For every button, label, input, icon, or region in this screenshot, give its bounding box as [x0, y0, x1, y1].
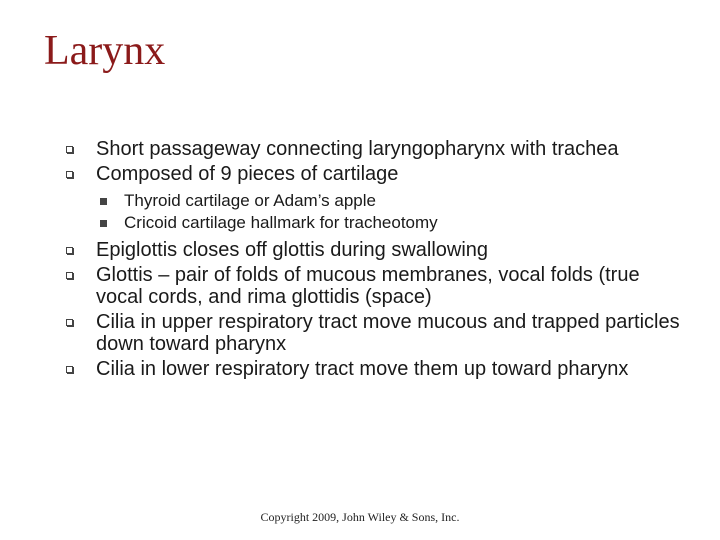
sub-bullet-text: Cricoid cartilage hallmark for tracheotomy	[124, 213, 438, 232]
square-bullet-icon	[66, 146, 73, 153]
bullet-item	[66, 358, 686, 380]
bullet-item	[66, 311, 686, 355]
square-bullet-icon	[66, 272, 73, 279]
sub-bullet-text: Thyroid cartilage or Adam’s apple	[124, 191, 376, 210]
copyright-footer: Copyright 2009, John Wiley & Sons, Inc.	[260, 510, 460, 524]
bullet-item	[66, 264, 686, 308]
square-bullet-icon	[66, 319, 73, 326]
bullet-text: Composed of 9 pieces of cartilage	[96, 163, 399, 185]
filled-square-bullet-icon	[100, 220, 107, 227]
bullet-text: Cilia in upper respiratory tract move mucous and trapped particles down toward pharynx	[96, 311, 680, 355]
sub-bullet-item	[96, 190, 686, 212]
bullet-item	[66, 239, 686, 261]
square-bullet-icon	[66, 171, 73, 178]
bullet-item	[66, 138, 686, 160]
bullet-text: Cilia in lower respiratory tract move them up toward pharynx	[96, 358, 629, 380]
sub-bullet-list	[96, 190, 686, 234]
sub-bullet-item	[96, 212, 686, 234]
bullet-item	[66, 163, 686, 234]
bullet-text: Epiglottis closes off glottis during swallowing	[96, 239, 489, 261]
slide-title: Larynx	[44, 28, 166, 74]
square-bullet-icon	[66, 366, 73, 373]
bullet-text: Glottis – pair of folds of mucous membranes, vocal folds (true vocal cords, and rima glottidis (space)	[96, 264, 640, 308]
square-bullet-icon	[66, 247, 73, 254]
bullet-list	[66, 138, 686, 383]
filled-square-bullet-icon	[100, 198, 107, 205]
bullet-text: Short passageway connecting laryngopharynx with trachea	[96, 138, 619, 160]
